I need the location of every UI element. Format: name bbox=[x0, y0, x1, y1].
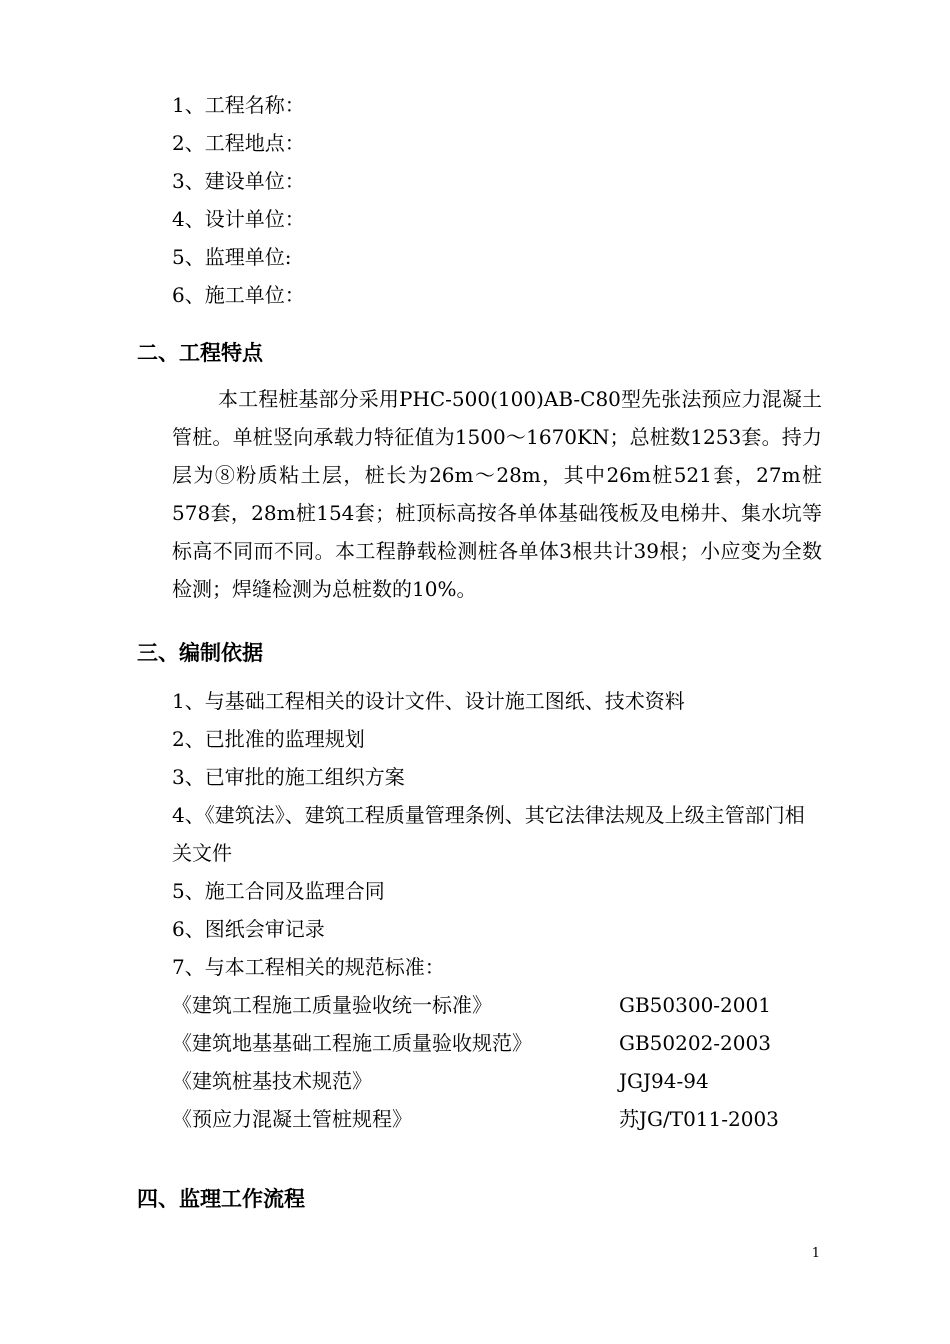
basis-item-1: 1、与基础工程相关的设计文件、设计施工图纸、技术资料 bbox=[172, 689, 685, 713]
standard-row bbox=[172, 1100, 822, 1138]
project-location-line: 2、工程地点： bbox=[172, 131, 305, 155]
standard-row bbox=[172, 986, 822, 1024]
standard-code: 苏JG/T011-2003 bbox=[619, 1107, 779, 1131]
standard-code: GB50202-2003 bbox=[619, 1031, 771, 1055]
standard-title: 《建筑桩基技术规范》 bbox=[172, 1069, 372, 1093]
basis-item-4: 4、《建筑法》、建筑工程质量管理条例、其它法律法规及上级主管部门相关文件 bbox=[172, 803, 805, 865]
section-heading-supervision-workflow: 四、监理工作流程 bbox=[137, 1187, 305, 1211]
supervision-unit-line: 5、监理单位: bbox=[172, 245, 292, 269]
project-name-line: 1、工程名称： bbox=[172, 93, 305, 117]
standard-title: 《建筑工程施工质量验收统一标准》 bbox=[172, 993, 492, 1017]
standard-title: 《预应力混凝土管桩规程》 bbox=[172, 1107, 412, 1131]
section-heading-compilation-basis: 三、编制依据 bbox=[137, 641, 263, 665]
contractor-unit-line: 6、施工单位： bbox=[172, 283, 305, 307]
basis-item-7: 7、与本工程相关的规范标准： bbox=[172, 955, 445, 979]
basis-item-6: 6、图纸会审记录 bbox=[172, 917, 325, 941]
standard-row bbox=[172, 1062, 822, 1100]
basis-item-2: 2、已批准的监理规划 bbox=[172, 727, 365, 751]
basis-item-3: 3、已审批的施工组织方案 bbox=[172, 765, 405, 789]
page-number: 1 bbox=[811, 1246, 820, 1261]
standard-title: 《建筑地基基础工程施工质量验收规范》 bbox=[172, 1031, 532, 1055]
construction-unit-line: 3、建设单位： bbox=[172, 169, 305, 193]
basis-item-5: 5、施工合同及监理合同 bbox=[172, 879, 385, 903]
standard-row bbox=[172, 1024, 822, 1062]
standard-code: JGJ94-94 bbox=[619, 1069, 709, 1093]
section-heading-project-features: 二、工程特点 bbox=[137, 341, 263, 365]
standard-code: GB50300-2001 bbox=[619, 993, 771, 1017]
design-unit-line: 4、设计单位： bbox=[172, 207, 305, 231]
project-features-paragraph: 本工程桩基部分采用PHC-500(100)AB-C80型先张法预应力混凝土管桩。单桩竖向承载力特征值为1500～1670KN；总桩数1253套。持力层为⑧粉质粘土层，桩长为26m～28m，其中26m桩521套，27m桩578套，28m桩154套；桩顶标高按各单体基础筏板及电梯井、集水坑等标高不同而不同。本工程静载检测桩各单体3根共计39根；小应变为全数检测；焊缝检测为总桩数的10%。 bbox=[172, 387, 822, 601]
